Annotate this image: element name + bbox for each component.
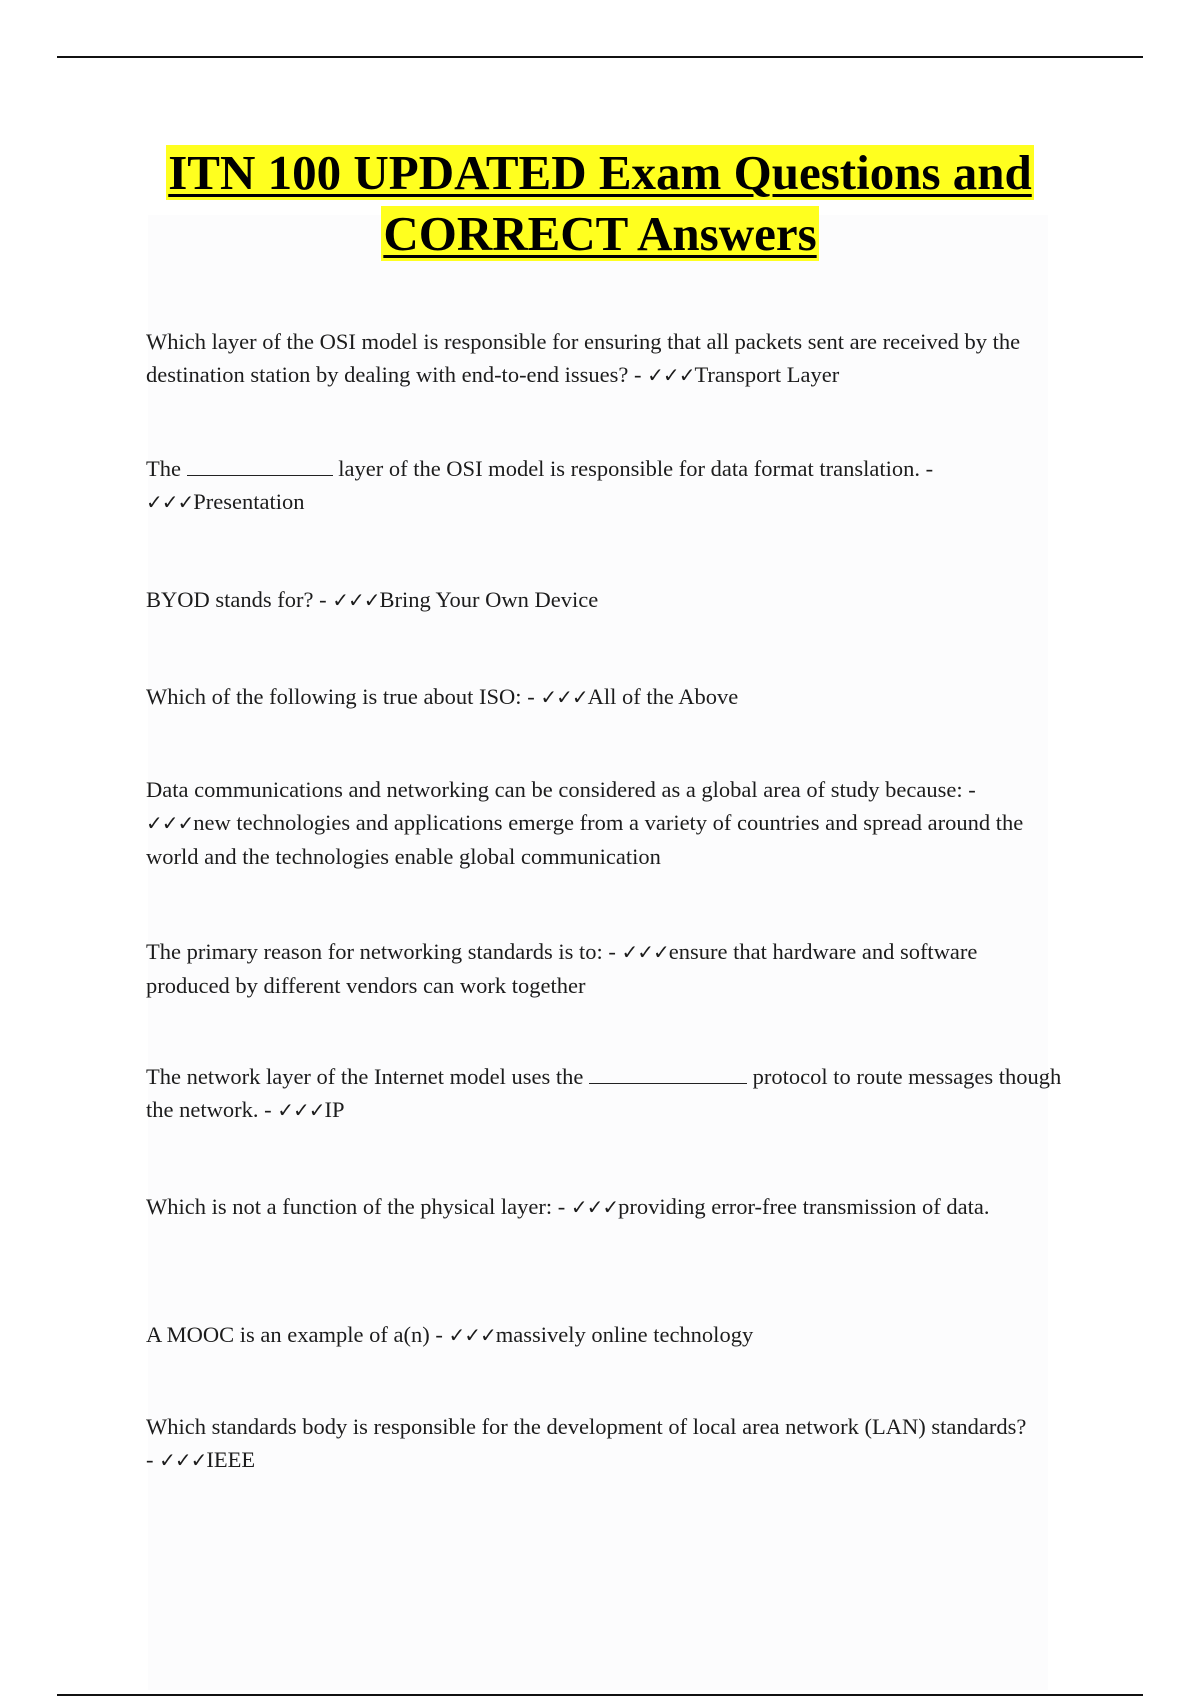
qa-item-7: The network layer of the Internet model uses the protocol to route messages though the network. - ✓✓✓IP bbox=[146, 1060, 1066, 1127]
document-title bbox=[100, 142, 1100, 264]
answer-text: providing error-free transmission of data. bbox=[618, 1194, 990, 1219]
qa-item-10: Which standards body is responsible for the development of local area network (LAN) standards? - ✓✓✓IEEE bbox=[146, 1414, 1027, 1472]
question-text: layer of the OSI model is responsible for data format translation. bbox=[338, 456, 920, 481]
check-icon: ✓✓✓ bbox=[146, 490, 194, 514]
qa-item-6: The primary reason for networking standards is to: - ✓✓✓ensure that hardware and software produced by different vendors can work together bbox=[146, 939, 978, 998]
qa-item-9: A MOOC is an example of a(n) - ✓✓✓massively online technology bbox=[146, 1322, 754, 1347]
check-icon: ✓✓✓ bbox=[540, 685, 588, 709]
question-text: A MOOC is an example of a(n) bbox=[146, 1322, 430, 1347]
question-text: Which is not a function of the physical layer: bbox=[146, 1194, 553, 1219]
qa-item-5: Data communications and networking can be considered as a global area of study because: - ✓✓✓new technologies and applications emerge from a variety of countries and spread around the world and the technologies enable global communication bbox=[146, 777, 1024, 869]
question-text: BYOD stands for? bbox=[146, 587, 314, 612]
question-text: The network layer of the Internet model uses the bbox=[146, 1064, 584, 1089]
question-text: Which layer of the OSI model is responsible for ensuring that all packets sent are received by the destination station by dealing with end-to-end issues? bbox=[146, 329, 1021, 387]
question-text: Data communications and networking can be considered as a global area of study because: bbox=[146, 777, 963, 802]
check-icon: ✓✓✓ bbox=[277, 1098, 325, 1122]
question-text: protocol to route messages though the network. bbox=[146, 1064, 1062, 1122]
answer-text: Bring Your Own Device bbox=[379, 587, 599, 612]
qa-item-1: Which layer of the OSI model is responsible for ensuring that all packets sent are received by the destination station by dealing with end-to-end issues? - ✓✓✓Transport Layer bbox=[146, 329, 1021, 387]
answer-text: Transport Layer bbox=[694, 362, 840, 387]
qa-item-2: The layer of the OSI model is responsible for data format translation. - ✓✓✓Presentation bbox=[146, 452, 1066, 519]
qa-item-4: Which of the following is true about ISO: - ✓✓✓All of the Above bbox=[146, 684, 739, 709]
check-icon: ✓✓✓ bbox=[159, 1448, 207, 1472]
question-text: Which of the following is true about ISO: bbox=[146, 684, 522, 709]
check-icon: ✓✓✓ bbox=[621, 940, 669, 964]
qa-item-3: BYOD stands for? - ✓✓✓Bring Your Own Device bbox=[146, 587, 599, 612]
answer-text: ensure that hardware and software produced by different vendors can work together bbox=[146, 939, 978, 998]
fill-in-blank bbox=[589, 1061, 747, 1084]
bottom-rule bbox=[57, 1694, 1143, 1696]
question-text: Which standards body is responsible for the development of local area network (LAN) standards? bbox=[146, 1414, 1027, 1439]
title-line-1: ITN 100 UPDATED Exam Questions and bbox=[168, 145, 1032, 200]
answer-text: new technologies and applications emerge from a variety of countries and spread around the world and the technologies enable global communication bbox=[146, 810, 1024, 869]
question-text: The primary reason for networking standards is to: bbox=[146, 939, 603, 964]
check-icon: ✓✓✓ bbox=[332, 588, 380, 612]
title-line-2: CORRECT Answers bbox=[383, 206, 817, 261]
answer-text: Presentation bbox=[193, 489, 305, 514]
qa-item-8: Which is not a function of the physical layer: - ✓✓✓providing error-free transmission of data. bbox=[146, 1194, 990, 1219]
check-icon: ✓✓✓ bbox=[570, 1195, 619, 1219]
answer-text: All of the Above bbox=[587, 684, 739, 709]
check-icon: ✓✓✓ bbox=[146, 811, 194, 835]
answer-text: massively online technology bbox=[495, 1322, 754, 1347]
top-rule bbox=[57, 56, 1143, 58]
answer-text: IP bbox=[324, 1097, 345, 1122]
question-text: The bbox=[146, 456, 181, 481]
check-icon: ✓✓✓ bbox=[647, 363, 695, 387]
answer-text: IEEE bbox=[206, 1447, 256, 1472]
check-icon: ✓✓✓ bbox=[448, 1323, 496, 1347]
fill-in-blank bbox=[187, 453, 333, 476]
